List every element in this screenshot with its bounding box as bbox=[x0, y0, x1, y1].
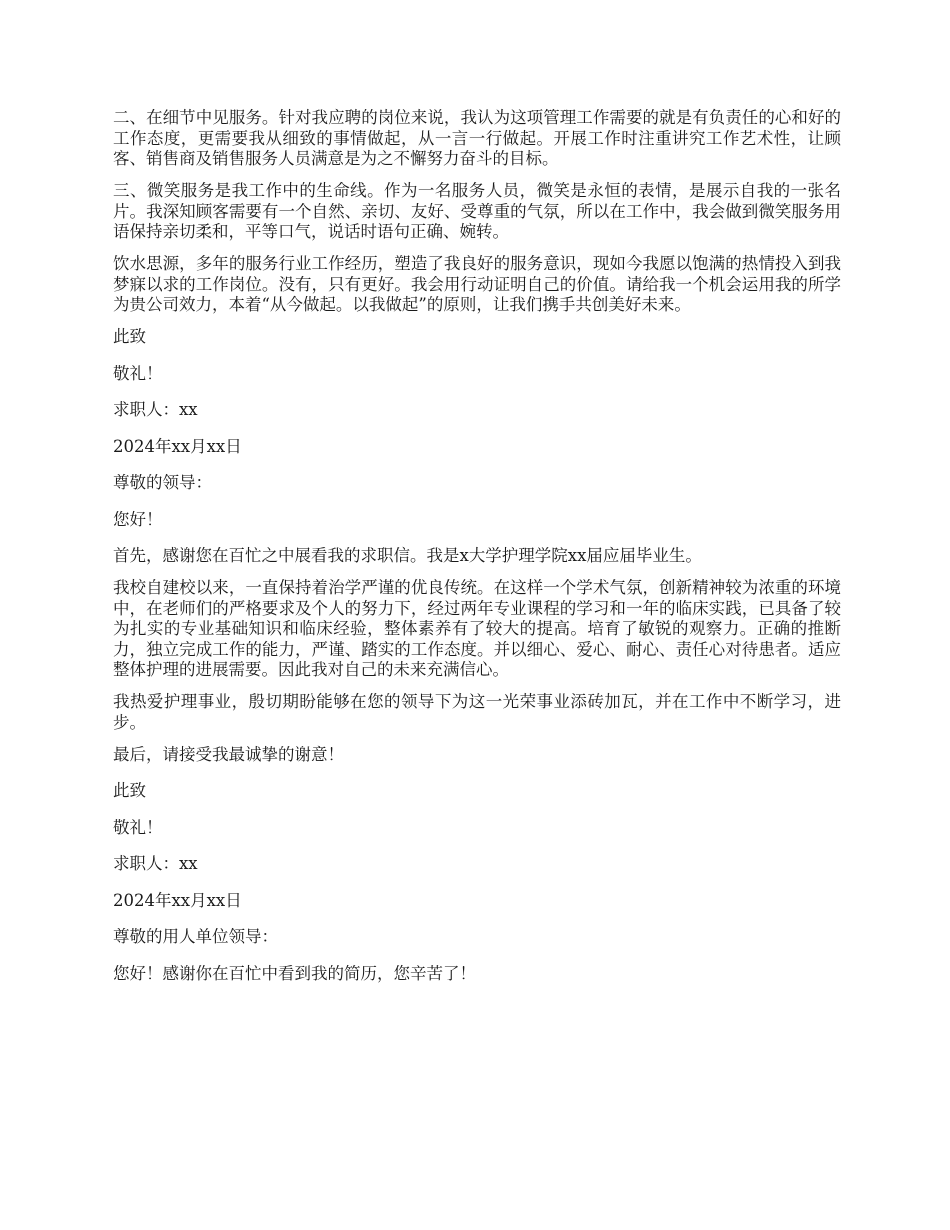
greeting-addressee: 尊敬的领导： bbox=[113, 473, 212, 492]
closing-salutation-2: 此致 bbox=[113, 781, 146, 800]
signature-applicant-2: 求职人：xx bbox=[113, 854, 198, 873]
greeting-addressee-2: 尊敬的用人单位领导： bbox=[113, 927, 278, 946]
document-body bbox=[113, 108, 841, 1000]
paragraph-thanks: 最后，请接受我最诚挚的谢意！ bbox=[113, 744, 344, 764]
paragraph-closing-statement: 饮水思源，多年的服务行业工作经历，塑造了我良好的服务意识，现如今我愿以饱满的热情投入到我梦寐以求的工作岗位。没有，只有更好。我会用行动证明自己的价值。请给我一个机会运用我的所学为贵公司效力，本着“从今做起。以我做起”的原则，让我们携手共创美好未来。 bbox=[113, 254, 841, 314]
paragraph-school-background: 我校自建校以来，一直保持着治学严谨的优良传统。在这样一个学术气氛，创新精神较为浓重的环境中，在老师们的严格要求及个人的努力下，经过两年专业课程的学习和一年的临床实践，已具备了较为扎实的专业基础知识和临床经验，整体素养有了较大的提高。培育了敏锐的观察力。正确的推断力，独立完成工作的能力，严谨、踏实的工作态度。并以细心、爱心、耐心、责任心对待患者。适应整体护理的进展需要。因此我对自己的未来充满信心。 bbox=[113, 578, 841, 679]
greeting-hello-2: 您好！感谢你在百忙中看到我的简历，您辛苦了！ bbox=[113, 963, 476, 983]
closing-salutation: 此致 bbox=[113, 327, 146, 346]
signature-date: 2024年xx月xx日 bbox=[113, 436, 242, 456]
greeting-hello: 您好！ bbox=[113, 509, 163, 529]
signature-applicant: 求职人：xx bbox=[113, 400, 198, 419]
closing-regards: 敬礼！ bbox=[113, 363, 163, 383]
signature-date-2: 2024年xx月xx日 bbox=[113, 890, 242, 910]
paragraph-detail-service: 二、在细节中见服务。针对我应聘的岗位来说，我认为这项管理工作需要的就是有负责任的心和好的工作态度，更需要我从细致的事情做起，从一言一行做起。开展工作时注重讲究工作艺术性，让顾客、销售商及销售服务人员满意是为之不懈努力奋斗的目标。 bbox=[113, 108, 841, 168]
closing-regards-2: 敬礼！ bbox=[113, 817, 163, 837]
paragraph-introduction: 首先，感谢您在百忙之中展看我的求职信。我是x大学护理学院xx届应届毕业生。 bbox=[113, 546, 702, 565]
paragraph-passion: 我热爱护理事业，殷切期盼能够在您的领导下为这一光荣事业添砖加瓦，并在工作中不断学习，进步。 bbox=[113, 692, 841, 732]
paragraph-smile-service: 三、微笑服务是我工作中的生命线。作为一名服务人员，微笑是永恒的表情，是展示自我的一张名片。我深知顾客需要有一个自然、亲切、友好、受尊重的气氛，所以在工作中，我会做到微笑服务用语保持亲切柔和，平等口气，说话时语句正确、婉转。 bbox=[113, 181, 841, 241]
